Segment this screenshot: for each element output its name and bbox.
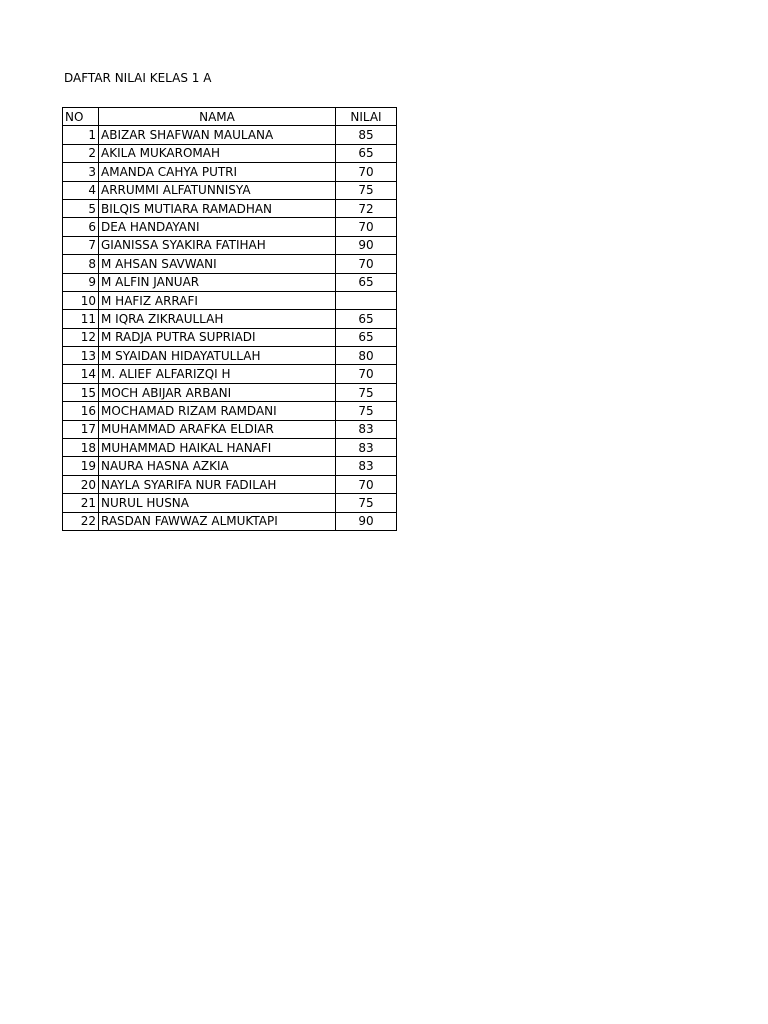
table-row (63, 218, 397, 236)
cell-no: 22 (63, 512, 99, 530)
cell-nama: ABIZAR SHAFWAN MAULANA (99, 126, 336, 144)
table-body (63, 108, 397, 531)
cell-nama: MOCHAMAD RIZAM RAMDANI (99, 402, 336, 420)
cell-nilai: 70 (336, 163, 397, 181)
cell-nama: MUHAMMAD HAIKAL HANAFI (99, 439, 336, 457)
table-row (63, 420, 397, 438)
cell-nama: MOCH ABIJAR ARBANI (99, 383, 336, 401)
table-row (63, 126, 397, 144)
document-title: DAFTAR NILAI KELAS 1 A (64, 71, 212, 85)
cell-nama: NURUL HUSNA (99, 494, 336, 512)
cell-no: 3 (63, 163, 99, 181)
cell-nilai: 65 (336, 328, 397, 346)
cell-nama: DEA HANDAYANI (99, 218, 336, 236)
cell-no: 12 (63, 328, 99, 346)
cell-no: 9 (63, 273, 99, 291)
cell-nilai: 75 (336, 402, 397, 420)
table-row (63, 273, 397, 291)
cell-nama: NAYLA SYARIFA NUR FADILAH (99, 475, 336, 493)
cell-no: 2 (63, 144, 99, 162)
cell-no: 20 (63, 475, 99, 493)
cell-nilai: 72 (336, 199, 397, 217)
table-row (63, 328, 397, 346)
cell-no: 17 (63, 420, 99, 438)
cell-nama: M HAFIZ ARRAFI (99, 291, 336, 309)
cell-no: 1 (63, 126, 99, 144)
cell-nama: M AHSAN SAVWANI (99, 255, 336, 273)
header-nama: NAMA (99, 108, 336, 126)
cell-nilai: 70 (336, 218, 397, 236)
table-row (63, 439, 397, 457)
cell-nilai (336, 291, 397, 309)
table-row (63, 199, 397, 217)
table-row (63, 255, 397, 273)
cell-no: 18 (63, 439, 99, 457)
cell-nilai: 65 (336, 144, 397, 162)
cell-nilai: 83 (336, 457, 397, 475)
cell-no: 8 (63, 255, 99, 273)
cell-nilai: 75 (336, 181, 397, 199)
cell-nilai: 75 (336, 494, 397, 512)
table-row (63, 163, 397, 181)
cell-nilai: 83 (336, 439, 397, 457)
cell-no: 10 (63, 291, 99, 309)
cell-no: 15 (63, 383, 99, 401)
cell-no: 6 (63, 218, 99, 236)
table-row (63, 144, 397, 162)
cell-nilai: 70 (336, 255, 397, 273)
cell-no: 21 (63, 494, 99, 512)
cell-nama: AMANDA CAHYA PUTRI (99, 163, 336, 181)
cell-nilai: 85 (336, 126, 397, 144)
cell-no: 16 (63, 402, 99, 420)
table-row (63, 512, 397, 530)
table-row (63, 457, 397, 475)
cell-no: 14 (63, 365, 99, 383)
cell-nilai: 90 (336, 236, 397, 254)
table-row (63, 291, 397, 309)
cell-nama: M. ALIEF ALFARIZQI H (99, 365, 336, 383)
cell-no: 4 (63, 181, 99, 199)
cell-nama: MUHAMMAD ARAFKA ELDIAR (99, 420, 336, 438)
cell-nama: RASDAN FAWWAZ ALMUKTAPI (99, 512, 336, 530)
cell-nilai: 80 (336, 347, 397, 365)
table-header-row (63, 108, 397, 126)
table-row (63, 347, 397, 365)
table-row (63, 383, 397, 401)
header-no: NO (63, 108, 99, 126)
cell-nilai: 65 (336, 273, 397, 291)
cell-no: 7 (63, 236, 99, 254)
cell-nama: M ALFIN JANUAR (99, 273, 336, 291)
cell-nilai: 65 (336, 310, 397, 328)
cell-no: 19 (63, 457, 99, 475)
grade-table (62, 107, 397, 531)
cell-nama: ARRUMMI ALFATUNNISYA (99, 181, 336, 199)
cell-nama: GIANISSA SYAKIRA FATIHAH (99, 236, 336, 254)
cell-nama: AKILA MUKAROMAH (99, 144, 336, 162)
cell-no: 5 (63, 199, 99, 217)
cell-nilai: 70 (336, 365, 397, 383)
cell-nilai: 83 (336, 420, 397, 438)
cell-nama: BILQIS MUTIARA RAMADHAN (99, 199, 336, 217)
table-row (63, 310, 397, 328)
table-row (63, 494, 397, 512)
table-row (63, 475, 397, 493)
table-row (63, 236, 397, 254)
cell-no: 11 (63, 310, 99, 328)
cell-nama: M SYAIDAN HIDAYATULLAH (99, 347, 336, 365)
cell-no: 13 (63, 347, 99, 365)
table-row (63, 365, 397, 383)
cell-nilai: 70 (336, 475, 397, 493)
cell-nilai: 90 (336, 512, 397, 530)
cell-nilai: 75 (336, 383, 397, 401)
table-row (63, 181, 397, 199)
cell-nama: NAURA HASNA AZKIA (99, 457, 336, 475)
header-nilai: NILAI (336, 108, 397, 126)
table-row (63, 402, 397, 420)
cell-nama: M RADJA PUTRA SUPRIADI (99, 328, 336, 346)
cell-nama: M IQRA ZIKRAULLAH (99, 310, 336, 328)
